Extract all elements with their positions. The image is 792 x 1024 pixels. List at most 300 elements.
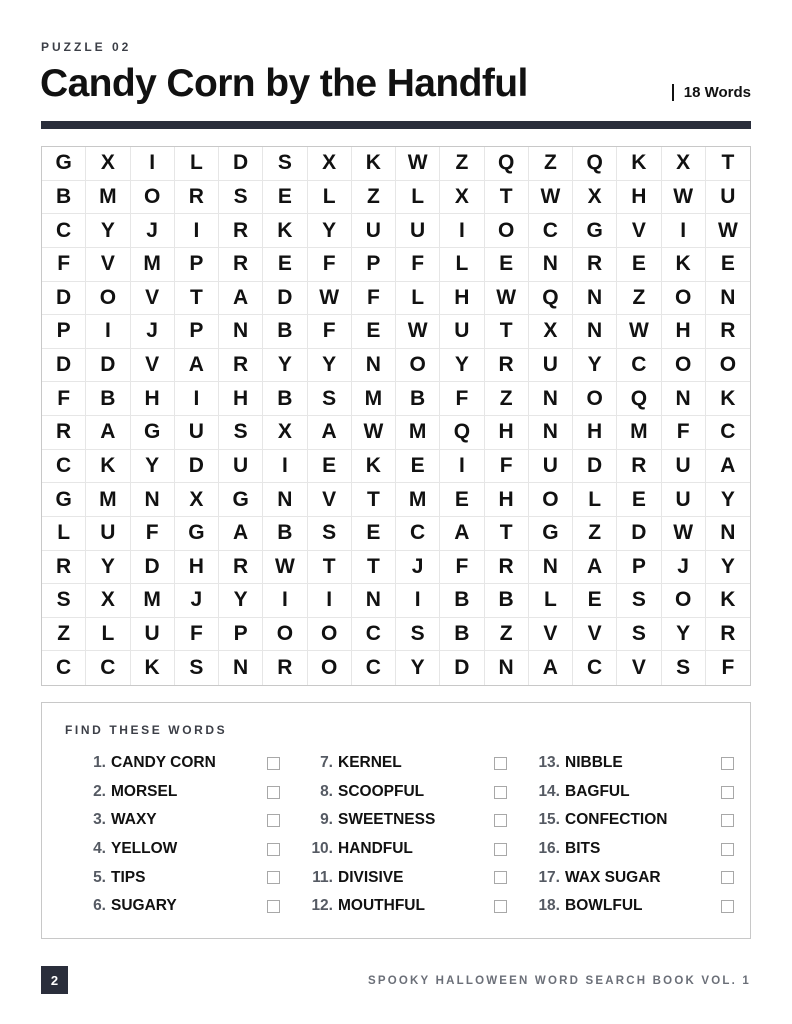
- grid-cell[interactable]: N: [131, 483, 175, 517]
- grid-cell[interactable]: F: [721, 656, 735, 680]
- word-number: 9.: [320, 811, 333, 829]
- grid-cell[interactable]: S: [42, 584, 86, 618]
- word-number: 2.: [93, 782, 106, 800]
- grid-cell[interactable]: O: [662, 282, 706, 316]
- grid-cell[interactable]: T: [352, 483, 396, 517]
- grid-cell[interactable]: G: [529, 517, 573, 551]
- grid-cell[interactable]: K: [706, 584, 750, 618]
- grid-cell[interactable]: S: [308, 517, 352, 551]
- grid-cell[interactable]: R: [706, 618, 750, 652]
- grid-cell[interactable]: S: [662, 651, 706, 685]
- grid-cell[interactable]: M: [396, 416, 440, 450]
- grid-cell[interactable]: U: [396, 214, 440, 248]
- grid-cell[interactable]: O: [662, 349, 706, 383]
- grid-cell[interactable]: M: [86, 483, 130, 517]
- grid-cell[interactable]: A: [308, 416, 352, 450]
- grid-cell[interactable]: E: [617, 483, 661, 517]
- grid-cell[interactable]: N: [529, 248, 573, 282]
- grid-cell[interactable]: O: [308, 651, 352, 685]
- grid-cell[interactable]: P: [175, 315, 219, 349]
- grid-cell[interactable]: M: [396, 483, 440, 517]
- grid-cell[interactable]: I: [263, 450, 307, 484]
- word-number: 17.: [538, 868, 560, 886]
- word-number: 7.: [320, 754, 333, 772]
- word-text: SCOOPFUL: [338, 782, 425, 800]
- grid-cell[interactable]: I: [662, 214, 706, 248]
- grid-cell[interactable]: H: [440, 282, 484, 316]
- grid-cell[interactable]: L: [42, 517, 86, 551]
- grid-cell[interactable]: V: [529, 618, 573, 652]
- grid-cell[interactable]: P: [352, 248, 396, 282]
- grid-cell[interactable]: U: [529, 349, 573, 383]
- word-column-1: [74, 749, 280, 921]
- grid-cell[interactable]: X: [263, 416, 307, 450]
- grid-cell[interactable]: E: [573, 584, 617, 618]
- grid-cell[interactable]: C: [352, 651, 396, 685]
- grid-cell[interactable]: C: [42, 450, 86, 484]
- grid-cell[interactable]: E: [263, 181, 307, 215]
- word-list-item: [301, 863, 507, 892]
- grid-cell[interactable]: B: [263, 517, 307, 551]
- grid-cell[interactable]: V: [617, 651, 661, 685]
- word-checkbox[interactable]: [721, 786, 734, 799]
- grid-cell[interactable]: W: [352, 416, 396, 450]
- grid-cell[interactable]: C: [396, 517, 440, 551]
- divider-bar: [672, 84, 674, 101]
- grid-cell[interactable]: N: [529, 416, 573, 450]
- word-checkbox[interactable]: [721, 757, 734, 770]
- grid-cell[interactable]: P: [42, 315, 86, 349]
- grid-cell[interactable]: F: [175, 618, 219, 652]
- grid-cell[interactable]: W: [662, 181, 706, 215]
- grid-cell[interactable]: F: [42, 382, 86, 416]
- grid-cell[interactable]: B: [440, 584, 484, 618]
- grid-cell[interactable]: T: [175, 282, 219, 316]
- grid-cell[interactable]: H: [485, 416, 529, 450]
- grid-cell[interactable]: U: [131, 618, 175, 652]
- grid-cell[interactable]: K: [706, 382, 750, 416]
- grid-cell[interactable]: S: [263, 147, 307, 181]
- grid-cell[interactable]: W: [706, 214, 750, 248]
- grid-cell[interactable]: O: [308, 618, 352, 652]
- word-checkbox[interactable]: [267, 757, 280, 770]
- word-checkbox[interactable]: [721, 871, 734, 884]
- grid-cell[interactable]: V: [131, 349, 175, 383]
- grid-cell[interactable]: K: [352, 450, 396, 484]
- word-list-item: [528, 835, 734, 864]
- grid-cell[interactable]: G: [573, 214, 617, 248]
- grid-cell[interactable]: E: [352, 517, 396, 551]
- grid-cell[interactable]: E: [308, 450, 352, 484]
- grid-cell[interactable]: D: [263, 282, 307, 316]
- grid-cell[interactable]: X: [308, 147, 352, 181]
- grid-cell[interactable]: U: [352, 214, 396, 248]
- grid-cell[interactable]: Z: [529, 147, 573, 181]
- grid-cell[interactable]: Z: [42, 618, 86, 652]
- grid-cell[interactable]: C: [42, 651, 86, 685]
- grid-cell[interactable]: K: [352, 147, 396, 181]
- grid-cell[interactable]: H: [617, 181, 661, 215]
- grid-cell[interactable]: E: [440, 483, 484, 517]
- grid-cell[interactable]: C: [352, 618, 396, 652]
- word-text: CANDY CORN: [111, 754, 216, 772]
- word-list-item: [528, 863, 734, 892]
- word-checkbox[interactable]: [494, 757, 507, 770]
- grid-cell[interactable]: F: [131, 517, 175, 551]
- grid-cell[interactable]: L: [308, 181, 352, 215]
- grid-cell[interactable]: M: [352, 382, 396, 416]
- grid-cell[interactable]: G: [175, 517, 219, 551]
- grid-cell[interactable]: S: [219, 416, 263, 450]
- grid-cell[interactable]: F: [485, 450, 529, 484]
- grid-cell[interactable]: O: [485, 214, 529, 248]
- grid-cell[interactable]: T: [485, 315, 529, 349]
- grid-cell[interactable]: T: [485, 517, 529, 551]
- grid-cell[interactable]: Y: [219, 584, 263, 618]
- grid-cell[interactable]: O: [263, 618, 307, 652]
- grid-cell[interactable]: I: [396, 584, 440, 618]
- word-number: 13.: [538, 754, 560, 772]
- grid-cell[interactable]: A: [219, 517, 263, 551]
- grid-cell[interactable]: U: [175, 416, 219, 450]
- grid-cell[interactable]: X: [86, 584, 130, 618]
- grid-cell[interactable]: O: [573, 382, 617, 416]
- grid-cell[interactable]: W: [396, 147, 440, 181]
- grid-cell[interactable]: L: [86, 618, 130, 652]
- grid-cell[interactable]: D: [573, 450, 617, 484]
- word-checkbox[interactable]: [494, 843, 507, 856]
- word-checkbox[interactable]: [267, 814, 280, 827]
- word-list-item: [301, 835, 507, 864]
- grid-cell[interactable]: B: [263, 382, 307, 416]
- grid-cell[interactable]: X: [440, 181, 484, 215]
- grid-cell[interactable]: N: [352, 584, 396, 618]
- grid-cell[interactable]: M: [131, 584, 175, 618]
- grid-cell[interactable]: C: [529, 214, 573, 248]
- grid-cell[interactable]: N: [573, 315, 617, 349]
- grid-cell[interactable]: D: [175, 450, 219, 484]
- grid-cell[interactable]: Y: [706, 483, 750, 517]
- grid-cell[interactable]: N: [485, 651, 529, 685]
- grid-cell[interactable]: A: [440, 517, 484, 551]
- grid-cell[interactable]: N: [529, 382, 573, 416]
- grid-cell[interactable]: F: [662, 416, 706, 450]
- word-number: 15.: [538, 811, 560, 829]
- grid-cell[interactable]: N: [706, 282, 750, 316]
- grid-cell[interactable]: R: [219, 248, 263, 282]
- grid-cell[interactable]: P: [175, 248, 219, 282]
- grid-cell[interactable]: K: [86, 450, 130, 484]
- grid-cell[interactable]: T: [352, 551, 396, 585]
- grid-cell[interactable]: G: [42, 147, 86, 181]
- grid-cell[interactable]: U: [706, 181, 750, 215]
- grid-cell[interactable]: R: [485, 349, 529, 383]
- grid-cell[interactable]: L: [396, 181, 440, 215]
- grid-cell[interactable]: K: [617, 147, 661, 181]
- grid-cell[interactable]: L: [529, 584, 573, 618]
- grid-cell[interactable]: E: [617, 248, 661, 282]
- grid-cell[interactable]: Z: [573, 517, 617, 551]
- grid-cell[interactable]: A: [175, 349, 219, 383]
- page-number: 2: [41, 966, 68, 994]
- grid-cell[interactable]: U: [440, 315, 484, 349]
- grid-cell[interactable]: H: [662, 315, 706, 349]
- grid-cell[interactable]: N: [352, 349, 396, 383]
- grid-cell[interactable]: M: [617, 416, 661, 450]
- grid-cell[interactable]: N: [662, 382, 706, 416]
- grid-cell[interactable]: W: [396, 315, 440, 349]
- grid-cell[interactable]: K: [131, 651, 175, 685]
- grid-cell[interactable]: Z: [617, 282, 661, 316]
- grid-cell[interactable]: C: [617, 349, 661, 383]
- word-checkbox[interactable]: [721, 843, 734, 856]
- grid-cell[interactable]: Q: [440, 416, 484, 450]
- grid-cell[interactable]: N: [529, 551, 573, 585]
- grid-cell[interactable]: Y: [308, 214, 352, 248]
- word-list-item: [74, 806, 280, 835]
- word-checkbox[interactable]: [494, 786, 507, 799]
- grid-cell[interactable]: S: [617, 584, 661, 618]
- grid-cell[interactable]: Y: [263, 349, 307, 383]
- grid-cell[interactable]: Q: [617, 382, 661, 416]
- grid-cell[interactable]: W: [263, 551, 307, 585]
- grid-cell[interactable]: F: [440, 382, 484, 416]
- grid-cell[interactable]: N: [573, 282, 617, 316]
- grid-cell[interactable]: X: [573, 181, 617, 215]
- grid-cell[interactable]: C: [706, 416, 750, 450]
- grid-cell[interactable]: R: [706, 315, 750, 349]
- grid-cell[interactable]: E: [396, 450, 440, 484]
- grid-cell[interactable]: R: [573, 248, 617, 282]
- grid-cell[interactable]: E: [485, 248, 529, 282]
- grid-cell[interactable]: D: [42, 282, 86, 316]
- grid-cell[interactable]: I: [131, 147, 175, 181]
- grid-cell[interactable]: A: [86, 416, 130, 450]
- grid-cell[interactable]: U: [529, 450, 573, 484]
- title-rule: [41, 121, 751, 129]
- grid-cell[interactable]: N: [263, 483, 307, 517]
- grid-cell[interactable]: B: [86, 382, 130, 416]
- grid-cell[interactable]: W: [662, 517, 706, 551]
- grid-cell[interactable]: N: [706, 517, 750, 551]
- grid-cell[interactable]: Y: [440, 349, 484, 383]
- grid-cell[interactable]: Q: [573, 147, 617, 181]
- grid-cell[interactable]: F: [396, 248, 440, 282]
- grid-cell[interactable]: V: [86, 248, 130, 282]
- grid-cell[interactable]: L: [440, 248, 484, 282]
- word-count: [672, 84, 751, 101]
- word-number: 14.: [538, 782, 560, 800]
- grid-cell[interactable]: G: [219, 483, 263, 517]
- grid-cell[interactable]: M: [131, 248, 175, 282]
- grid-cell[interactable]: Z: [352, 181, 396, 215]
- grid-cell[interactable]: X: [529, 315, 573, 349]
- grid-cell[interactable]: N: [219, 651, 263, 685]
- grid-cell[interactable]: Y: [396, 651, 440, 685]
- grid-cell[interactable]: V: [617, 214, 661, 248]
- grid-cell[interactable]: R: [42, 416, 86, 450]
- word-checkbox[interactable]: [494, 814, 507, 827]
- grid-cell[interactable]: I: [308, 584, 352, 618]
- grid-cell[interactable]: T: [706, 147, 750, 181]
- grid-cell[interactable]: F: [308, 248, 352, 282]
- grid-cell[interactable]: U: [662, 483, 706, 517]
- word-checkbox[interactable]: [494, 900, 507, 913]
- grid-cell[interactable]: L: [396, 282, 440, 316]
- grid-cell[interactable]: S: [175, 651, 219, 685]
- grid-cell[interactable]: Y: [573, 349, 617, 383]
- grid-cell[interactable]: J: [131, 214, 175, 248]
- word-checkbox[interactable]: [267, 786, 280, 799]
- grid-cell[interactable]: S: [396, 618, 440, 652]
- grid-cell[interactable]: D: [617, 517, 661, 551]
- grid-cell[interactable]: O: [662, 584, 706, 618]
- word-checkbox[interactable]: [267, 871, 280, 884]
- grid-cell[interactable]: Z: [440, 147, 484, 181]
- grid-cell[interactable]: Y: [86, 214, 130, 248]
- grid-cell[interactable]: J: [131, 315, 175, 349]
- word-list-item: [301, 778, 507, 807]
- grid-cell[interactable]: Y: [131, 450, 175, 484]
- grid-cell[interactable]: N: [219, 315, 263, 349]
- grid-cell[interactable]: W: [529, 181, 573, 215]
- grid-cell[interactable]: G: [42, 483, 86, 517]
- grid-cell[interactable]: V: [308, 483, 352, 517]
- grid-cell[interactable]: U: [219, 450, 263, 484]
- grid-cell[interactable]: F: [42, 248, 86, 282]
- grid-cell[interactable]: W: [308, 282, 352, 316]
- grid-cell[interactable]: F: [352, 282, 396, 316]
- grid-cell[interactable]: O: [86, 282, 130, 316]
- grid-cell[interactable]: I: [440, 214, 484, 248]
- grid-cell[interactable]: Q: [529, 282, 573, 316]
- grid-cell[interactable]: R: [219, 551, 263, 585]
- grid-cell[interactable]: A: [573, 551, 617, 585]
- grid-cell[interactable]: B: [396, 382, 440, 416]
- grid-cell[interactable]: L: [573, 483, 617, 517]
- grid-cell[interactable]: J: [662, 551, 706, 585]
- grid-cell[interactable]: O: [529, 483, 573, 517]
- grid-cell[interactable]: G: [131, 416, 175, 450]
- grid-cell[interactable]: E: [352, 315, 396, 349]
- grid-cell[interactable]: B: [485, 584, 529, 618]
- grid-cell[interactable]: V: [131, 282, 175, 316]
- grid-cell[interactable]: H: [219, 382, 263, 416]
- grid-cell[interactable]: C: [573, 651, 617, 685]
- grid-cell[interactable]: I: [175, 382, 219, 416]
- grid-cell[interactable]: U: [86, 517, 130, 551]
- grid-cell[interactable]: I: [263, 584, 307, 618]
- grid-cell[interactable]: E: [706, 248, 750, 282]
- grid-cell[interactable]: W: [617, 315, 661, 349]
- grid-cell[interactable]: H: [175, 551, 219, 585]
- word-checkbox[interactable]: [267, 843, 280, 856]
- grid-cell[interactable]: R: [219, 214, 263, 248]
- grid-cell[interactable]: F: [308, 315, 352, 349]
- word-checkbox[interactable]: [494, 871, 507, 884]
- grid-cell[interactable]: E: [263, 248, 307, 282]
- grid-cell[interactable]: Y: [706, 551, 750, 585]
- word-text: WAXY: [111, 811, 157, 829]
- grid-cell[interactable]: R: [485, 551, 529, 585]
- grid-cell[interactable]: R: [175, 181, 219, 215]
- grid-cell[interactable]: B: [42, 181, 86, 215]
- word-checkbox[interactable]: [721, 814, 734, 827]
- grid-cell[interactable]: D: [440, 651, 484, 685]
- grid-cell[interactable]: A: [706, 450, 750, 484]
- grid-cell[interactable]: Y: [86, 551, 130, 585]
- grid-cell[interactable]: B: [263, 315, 307, 349]
- word-list-item: [301, 892, 507, 921]
- grid-cell[interactable]: T: [485, 181, 529, 215]
- grid-cell[interactable]: I: [440, 450, 484, 484]
- grid-cell[interactable]: H: [573, 416, 617, 450]
- grid-cell[interactable]: H: [485, 483, 529, 517]
- grid-cell[interactable]: Z: [485, 618, 529, 652]
- grid-cell[interactable]: D: [131, 551, 175, 585]
- grid-cell[interactable]: Q: [485, 147, 529, 181]
- grid-cell[interactable]: S: [617, 618, 661, 652]
- grid-cell[interactable]: Y: [662, 618, 706, 652]
- word-list-item: [528, 892, 734, 921]
- grid-cell[interactable]: D: [219, 147, 263, 181]
- grid-cell[interactable]: I: [175, 214, 219, 248]
- grid-cell[interactable]: P: [219, 618, 263, 652]
- grid-cell[interactable]: R: [42, 551, 86, 585]
- grid-cell[interactable]: R: [263, 651, 307, 685]
- grid-cell[interactable]: U: [662, 450, 706, 484]
- grid-cell[interactable]: R: [617, 450, 661, 484]
- grid-cell[interactable]: F: [440, 551, 484, 585]
- grid-cell[interactable]: A: [219, 282, 263, 316]
- grid-cell[interactable]: R: [219, 349, 263, 383]
- word-number: 10.: [311, 840, 333, 858]
- word-checkbox[interactable]: [721, 900, 734, 913]
- grid-cell[interactable]: T: [308, 551, 352, 585]
- grid-cell[interactable]: V: [573, 618, 617, 652]
- grid-cell[interactable]: K: [662, 248, 706, 282]
- grid-cell[interactable]: P: [617, 551, 661, 585]
- grid-cell[interactable]: L: [175, 147, 219, 181]
- grid-cell[interactable]: J: [396, 551, 440, 585]
- grid-cell[interactable]: O: [706, 349, 750, 383]
- grid-cell[interactable]: W: [485, 282, 529, 316]
- grid-cell[interactable]: X: [175, 483, 219, 517]
- grid-cell[interactable]: S: [219, 181, 263, 215]
- grid-cell[interactable]: Y: [308, 349, 352, 383]
- grid-cell[interactable]: B: [440, 618, 484, 652]
- grid-cell[interactable]: Z: [485, 382, 529, 416]
- grid-cell[interactable]: D: [42, 349, 86, 383]
- grid-cell[interactable]: O: [131, 181, 175, 215]
- grid-cell[interactable]: C: [86, 651, 130, 685]
- word-checkbox[interactable]: [267, 900, 280, 913]
- word-list-item: [74, 778, 280, 807]
- grid-cell[interactable]: X: [662, 147, 706, 181]
- grid-cell[interactable]: H: [131, 382, 175, 416]
- grid-cell[interactable]: X: [86, 147, 130, 181]
- grid-cell[interactable]: D: [86, 349, 130, 383]
- grid-cell[interactable]: A: [529, 651, 573, 685]
- grid-cell[interactable]: I: [86, 315, 130, 349]
- letter-grid: [41, 146, 751, 686]
- grid-cell[interactable]: C: [42, 214, 86, 248]
- grid-cell[interactable]: K: [263, 214, 307, 248]
- grid-cell[interactable]: O: [396, 349, 440, 383]
- grid-cell[interactable]: S: [308, 382, 352, 416]
- grid-cell[interactable]: J: [175, 584, 219, 618]
- grid-cell[interactable]: M: [86, 181, 130, 215]
